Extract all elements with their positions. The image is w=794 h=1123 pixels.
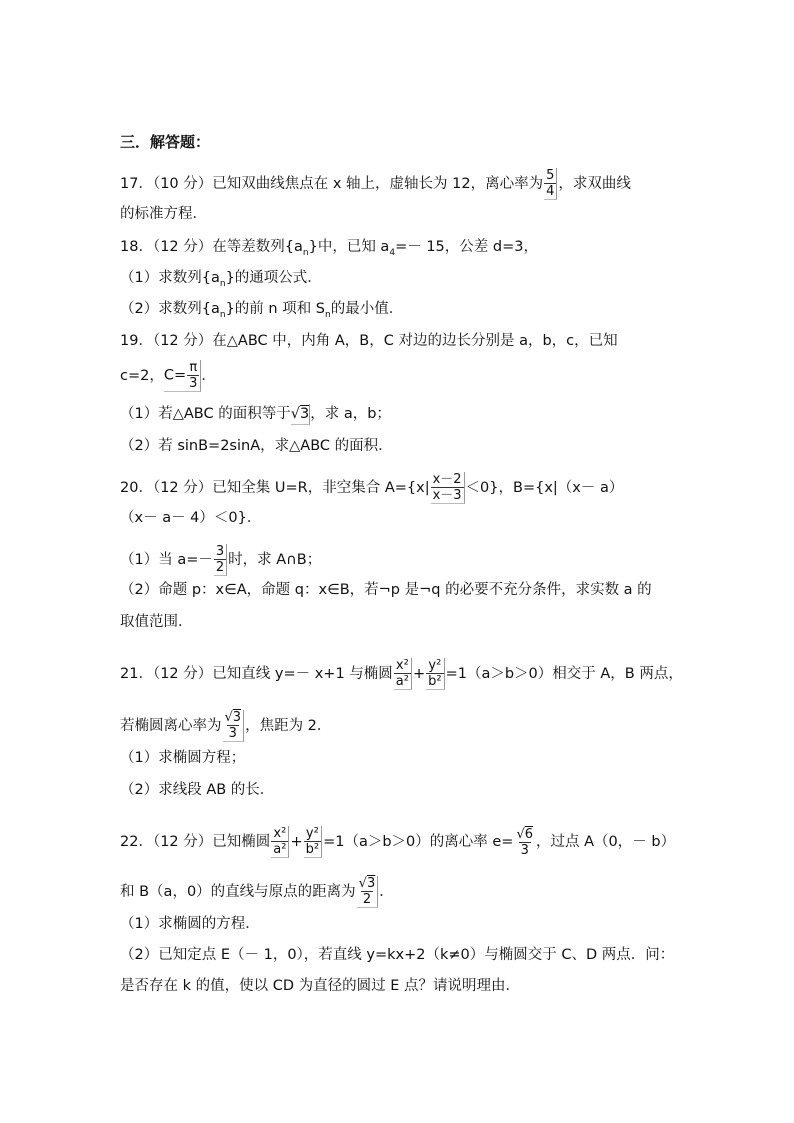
q21-x-fraction: $\frac{\text{x²}}{\text{a²}}$ xyxy=(394,658,412,690)
q17-line2: 的标准方程． xyxy=(120,206,207,222)
q17-line1: 17．（10 分）已知双曲线焦点在 x 轴上，虚轴长为 12，离心率为 $\frac{5}{4}$ ，求双曲线 xyxy=(120,168,631,199)
q19-part2: （2）若 sinB=2sinA，求△ABC 的面积． xyxy=(120,438,393,454)
q22-distance-fraction: $\frac{√3}{2}$ xyxy=(357,876,379,908)
q20-line2: （x－ a－ 4）＜0}． xyxy=(120,510,262,526)
q22-part2-cont: 是否存在 k 的值，使以 CD 为直径的圆过 E 点？请说明理由． xyxy=(120,978,521,994)
q20-part2: （2）命题 p：x∈A，命题 q：x∈B，若¬p 是¬q 的必要不充分条件，求实数 a 的 xyxy=(120,582,652,598)
q18-line1: 18．（12 分）在等差数列$\{a_n\}$中，已知 $a_4=- 15$，公差 d=3， xyxy=(120,239,538,258)
q21-part1: （1）求椭圆方程； xyxy=(120,750,246,766)
q20-a-fraction: $\frac{3}{2}$ xyxy=(214,544,227,576)
q21-part2: （2）求线段 AB 的长． xyxy=(120,782,275,798)
q22-y-fraction: $\frac{\text{y²}}{\text{b²}}$ xyxy=(304,826,322,858)
q19-line2: c=2，C= $\frac{\pi}{3}$ ． xyxy=(120,360,216,391)
q17-eccentricity-fraction: $\frac{5}{4}$ xyxy=(544,168,557,200)
q21-line2: 若椭圆离心率为 $\frac{√3}{3}$ ，焦距为 2． xyxy=(120,710,332,741)
q20-part2-cont: 取值范围． xyxy=(120,614,193,630)
q21-eccentricity: $\frac{√3}{3}$ xyxy=(223,710,245,742)
q19-angle-c: C= $\frac{\pi}{3}$ xyxy=(164,360,202,392)
q19-line1: 19．（12 分）在△ABC 中，内角 A，B，C 对边的边长分别是 a，b，c，已知 xyxy=(120,333,618,349)
q18-part1: （1）求数列$\{a_n\}$的通项公式． xyxy=(120,270,322,289)
q22-x-fraction: $\frac{\text{x²}}{\text{a²}}$ xyxy=(271,826,289,858)
q20-line1: 20．（12 分）已知全集 U=R，非空集合 A={x| $\frac{x-2}{x-3}$ ＜0}，B={x|（x－ a） xyxy=(120,472,624,503)
q22-part1: （1）求椭圆的方程． xyxy=(120,916,260,932)
q19-part1: （1）若△ABC 的面积等于√3，求 a，b； xyxy=(120,404,391,425)
q22-line2: 和 B（a，0）的直线与原点的距离为 $\frac{√3}{2}$ ． xyxy=(120,876,394,907)
q22-eccentricity: $\frac{√6}{3}$ xyxy=(516,826,534,858)
q18-part2: （2）求数列$\{a_n\}$的前 n 项和 $S_n$的最小值． xyxy=(120,301,404,320)
q22-part2: （2）已知定点 E（－ 1，0），若直线 y=kx+2（k≠0）与椭圆交于 C、D 两点．问： xyxy=(120,947,675,963)
q21-y-fraction: $\frac{\text{y²}}{\text{b²}}$ xyxy=(426,658,444,690)
q17-text: 17．（10 分）已知双曲线焦点在 x 轴上，虚轴长为 12，离心率为 xyxy=(120,176,544,192)
q22-line1: 22．（12 分）已知椭圆 $\frac{\text{x²}}{\text{a²}}$ + $\frac{\text{y²}}{\text{b²}}$ =1（a＞b＞0）的离心率 e= $\frac{√6}{3}$ ，过点 A（0，－ b） xyxy=(120,826,676,858)
section-title: 三．解答题： xyxy=(120,133,211,151)
sqrt3-expression: √3 xyxy=(291,404,310,425)
q21-line1: 21．（12 分）已知直线 y=－ x+1 与椭圆 $\frac{\text{x²}}{\text{a²}}$ + $\frac{\text{y²}}{\text{b²}}$ =1（a＞b＞0）相交于 A，B 两点， xyxy=(120,658,683,689)
q20-part1: （1）当 a=－ $\frac{3}{2}$ 时，求 A∩B； xyxy=(120,544,322,575)
q20-set-fraction: $\frac{x-2}{x-3}$ xyxy=(431,472,465,504)
